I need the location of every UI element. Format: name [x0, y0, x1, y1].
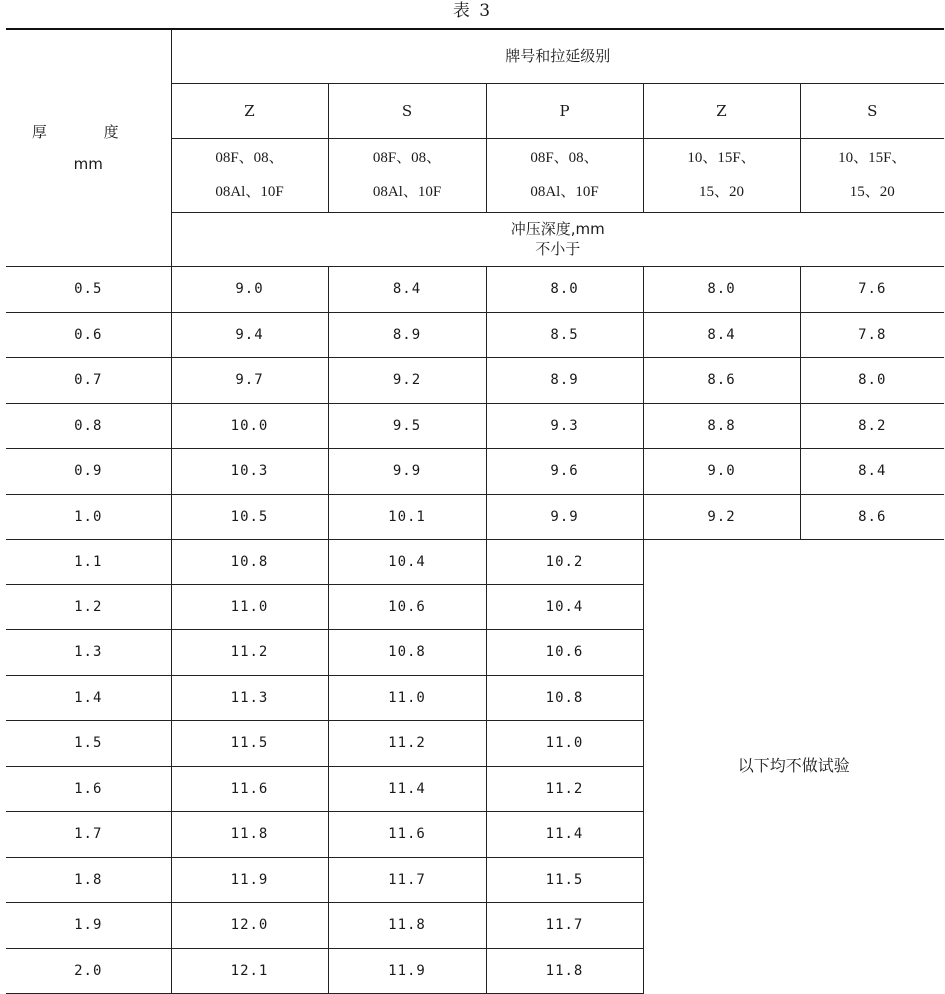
depth-value-cell: 11.8: [328, 902, 486, 948]
depth-value-cell: 11.4: [328, 766, 486, 811]
depth-value-cell: 8.6: [643, 357, 800, 403]
thickness-cell: 0.8: [6, 403, 171, 448]
thickness-cell: 1.4: [6, 675, 171, 720]
table-row: [6, 494, 944, 539]
depth-value-cell: 10.5: [171, 494, 328, 539]
table-row: [6, 357, 944, 403]
thickness-cell: 1.1: [6, 539, 171, 584]
depth-value-cell: 10.6: [486, 629, 643, 675]
depth-value-cell: 10.4: [328, 539, 486, 584]
depth-value-cell: 11.0: [328, 675, 486, 720]
depth-value-cell: 9.2: [328, 357, 486, 403]
steel-grade-cell: [800, 138, 944, 212]
steel-grade-cell: [328, 138, 486, 212]
thickness-cell: 1.0: [6, 494, 171, 539]
depth-value-cell: 8.2: [800, 403, 944, 448]
depth-value-cell: 9.3: [486, 403, 643, 448]
depth-value-cell: 9.9: [328, 448, 486, 494]
depth-value-cell: 10.8: [328, 629, 486, 675]
depth-value-cell: 10.4: [486, 584, 643, 629]
table-caption: 表 3: [452, 1, 493, 21]
steel-grade-line: 15、20: [849, 184, 895, 200]
depth-value-cell: 8.0: [486, 266, 643, 312]
steel-grade-line: 08F、08、: [215, 150, 284, 166]
thickness-cell: 0.5: [6, 266, 171, 312]
depth-value-cell: 8.5: [486, 312, 643, 357]
depth-value-cell: 11.9: [171, 857, 328, 902]
depth-value-cell: 11.5: [171, 720, 328, 766]
depth-value-cell: 8.4: [643, 312, 800, 357]
depth-value-cell: 11.6: [328, 811, 486, 857]
depth-value-cell: 10.6: [328, 584, 486, 629]
depth-value-cell: 10.0: [171, 403, 328, 448]
thickness-cell: 0.9: [6, 448, 171, 494]
thickness-cell: 0.7: [6, 357, 171, 403]
depth-value-cell: 9.2: [643, 494, 800, 539]
grade-cell: P: [486, 83, 643, 138]
depth-value-cell: 11.2: [328, 720, 486, 766]
table-row: [6, 266, 944, 312]
depth-value-cell: 12.1: [171, 948, 328, 993]
steel-grade-cell: [171, 138, 328, 212]
thickness-cell: 1.3: [6, 629, 171, 675]
thickness-cell: 1.5: [6, 720, 171, 766]
steel-grade-line: 15、20: [698, 184, 744, 200]
depth-value-cell: 9.0: [171, 266, 328, 312]
depth-value-cell: 9.4: [171, 312, 328, 357]
steel-grade-cell: [486, 138, 643, 212]
depth-value-cell: 8.8: [643, 403, 800, 448]
depth-value-cell: 8.9: [328, 312, 486, 357]
steel-grade-line: 10、15F、: [838, 150, 907, 166]
grade-cell: S: [328, 83, 486, 138]
depth-value-cell: 11.6: [171, 766, 328, 811]
grade-cell: S: [800, 83, 944, 138]
thickness-label: 厚 度: [31, 122, 145, 141]
depth-value-cell: 9.6: [486, 448, 643, 494]
depth-value-cell: 11.8: [486, 948, 643, 993]
depth-value-cell: 11.9: [328, 948, 486, 993]
steel-grade-line: 08F、08、: [372, 150, 442, 166]
depth-value-cell: 11.0: [171, 584, 328, 629]
thickness-cell: 1.8: [6, 857, 171, 902]
depth-value-cell: 8.0: [643, 266, 800, 312]
grade-group-header: 牌号和拉延级别: [171, 29, 944, 83]
thickness-header: [6, 29, 171, 266]
steel-grade-line: 08F、08、: [530, 150, 599, 166]
depth-value-cell: 10.2: [486, 539, 643, 584]
no-test-note: 以下均不做试验: [643, 539, 944, 993]
table-row: [6, 312, 944, 357]
depth-sub-label: 不小于: [535, 240, 581, 258]
depth-value-cell: 9.9: [486, 494, 643, 539]
thickness-cell: 1.7: [6, 811, 171, 857]
table-row: [6, 448, 944, 494]
depth-header: [171, 212, 944, 266]
steel-grade-cell: [643, 138, 800, 212]
depth-value-cell: 10.3: [171, 448, 328, 494]
depth-value-cell: 11.2: [486, 766, 643, 811]
depth-label: 冲压深度,mm: [510, 220, 605, 238]
thickness-cell: 0.6: [6, 312, 171, 357]
depth-value-cell: 12.0: [171, 902, 328, 948]
depth-value-cell: 8.4: [328, 266, 486, 312]
depth-value-cell: 11.2: [171, 629, 328, 675]
depth-value-cell: 11.0: [486, 720, 643, 766]
steel-grade-line: 08Al、10F: [372, 184, 442, 200]
depth-value-cell: 10.8: [171, 539, 328, 584]
thickness-cell: 1.2: [6, 584, 171, 629]
steel-grade-line: 10、15F、: [687, 150, 756, 166]
thickness-unit: mm: [73, 154, 103, 173]
grade-cell: Z: [643, 83, 800, 138]
thickness-cell: 2.0: [6, 948, 171, 993]
steel-grade-line: 08Al、10F: [215, 184, 284, 200]
depth-value-cell: 11.7: [486, 902, 643, 948]
depth-value-cell: 9.7: [171, 357, 328, 403]
steel-grade-line: 08Al、10F: [530, 184, 599, 200]
grade-cell: Z: [171, 83, 328, 138]
depth-value-cell: 10.8: [486, 675, 643, 720]
depth-value-cell: 11.7: [328, 857, 486, 902]
depth-value-cell: 7.6: [800, 266, 944, 312]
cupping-depth-table: [6, 28, 944, 994]
depth-value-cell: 8.9: [486, 357, 643, 403]
thickness-cell: 1.6: [6, 766, 171, 811]
table-row: [6, 403, 944, 448]
thickness-cell: 1.9: [6, 902, 171, 948]
depth-value-cell: 11.4: [486, 811, 643, 857]
depth-value-cell: 11.3: [171, 675, 328, 720]
table-row: [6, 539, 944, 584]
depth-value-cell: 9.0: [643, 448, 800, 494]
depth-value-cell: 11.8: [171, 811, 328, 857]
depth-value-cell: 8.0: [800, 357, 944, 403]
depth-value-cell: 9.5: [328, 403, 486, 448]
depth-value-cell: 8.6: [800, 494, 944, 539]
depth-value-cell: 8.4: [800, 448, 944, 494]
depth-value-cell: 10.1: [328, 494, 486, 539]
depth-value-cell: 11.5: [486, 857, 643, 902]
depth-value-cell: 7.8: [800, 312, 944, 357]
